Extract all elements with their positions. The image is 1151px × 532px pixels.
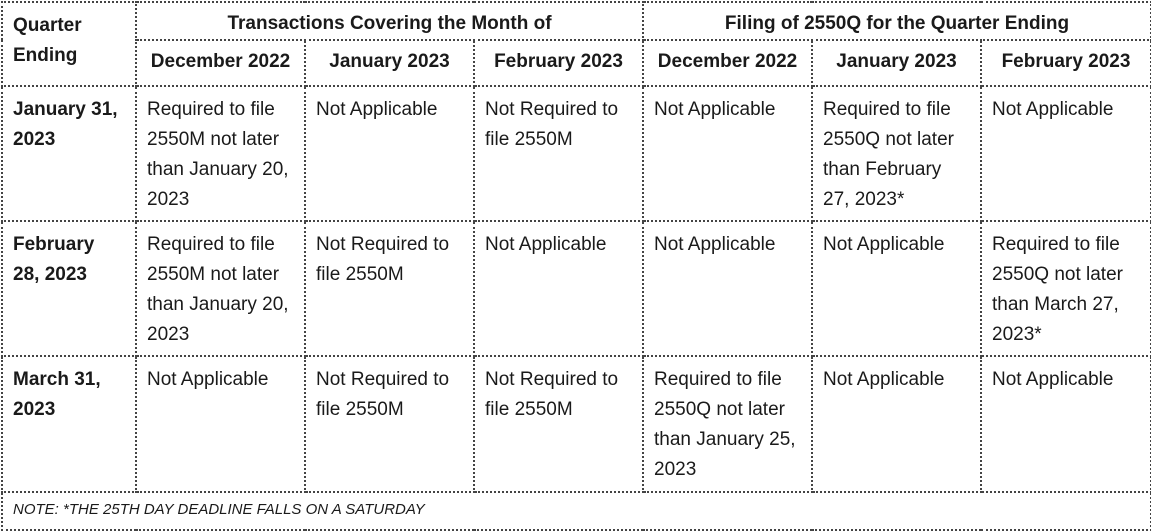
table-cell: Not Applicable	[136, 356, 305, 492]
table-row	[2, 221, 1151, 356]
header-month-january-2023: January 2023	[305, 40, 474, 86]
table-cell: Not Applicable	[474, 221, 643, 356]
table-cell: Required to file 2550Q not later than January 25, 2023	[643, 356, 812, 492]
table-cell: Not Applicable	[812, 221, 981, 356]
table-cell: Not Applicable	[981, 86, 1151, 221]
table-cell: Not Applicable	[981, 356, 1151, 492]
header-filing-february-2023: February 2023	[981, 40, 1151, 86]
header-group-row	[2, 2, 1151, 40]
table-cell: Not Applicable	[305, 86, 474, 221]
table-cell: Required to file 2550Q not later than February 27, 2023*	[812, 86, 981, 221]
table-cell: Required to file 2550Q not later than March 27, 2023*	[981, 221, 1151, 356]
table-cell: Required to file 2550M not later than January 20, 2023	[136, 86, 305, 221]
header-quarter-ending: Quarter Ending	[2, 2, 136, 86]
table-row	[2, 86, 1151, 221]
table-row	[2, 356, 1151, 492]
header-filing-group: Filing of 2550Q for the Quarter Ending	[643, 2, 1151, 40]
table-cell: Not Required to file 2550M	[474, 356, 643, 492]
note-row	[2, 492, 1151, 530]
table-cell: Not Required to file 2550M	[474, 86, 643, 221]
vat-filing-schedule-table	[1, 1, 1151, 531]
quarter-cell: February 28, 2023	[2, 221, 136, 356]
table-cell: Required to file 2550M not later than January 20, 2023	[136, 221, 305, 356]
header-month-row	[2, 40, 1151, 86]
header-month-december-2022: December 2022	[136, 40, 305, 86]
header-filing-january-2023: January 2023	[812, 40, 981, 86]
quarter-cell: March 31, 2023	[2, 356, 136, 492]
table-cell: Not Applicable	[812, 356, 981, 492]
header-transactions-group: Transactions Covering the Month of	[136, 2, 643, 40]
table-cell: Not Applicable	[643, 221, 812, 356]
table-cell: Not Applicable	[643, 86, 812, 221]
header-filing-december-2022: December 2022	[643, 40, 812, 86]
table-cell: Not Required to file 2550M	[305, 356, 474, 492]
table-cell: Not Required to file 2550M	[305, 221, 474, 356]
quarter-cell: January 31, 2023	[2, 86, 136, 221]
header-month-february-2023: February 2023	[474, 40, 643, 86]
table-note: NOTE: *THE 25TH DAY DEADLINE FALLS ON A SATURDAY	[2, 492, 1151, 530]
